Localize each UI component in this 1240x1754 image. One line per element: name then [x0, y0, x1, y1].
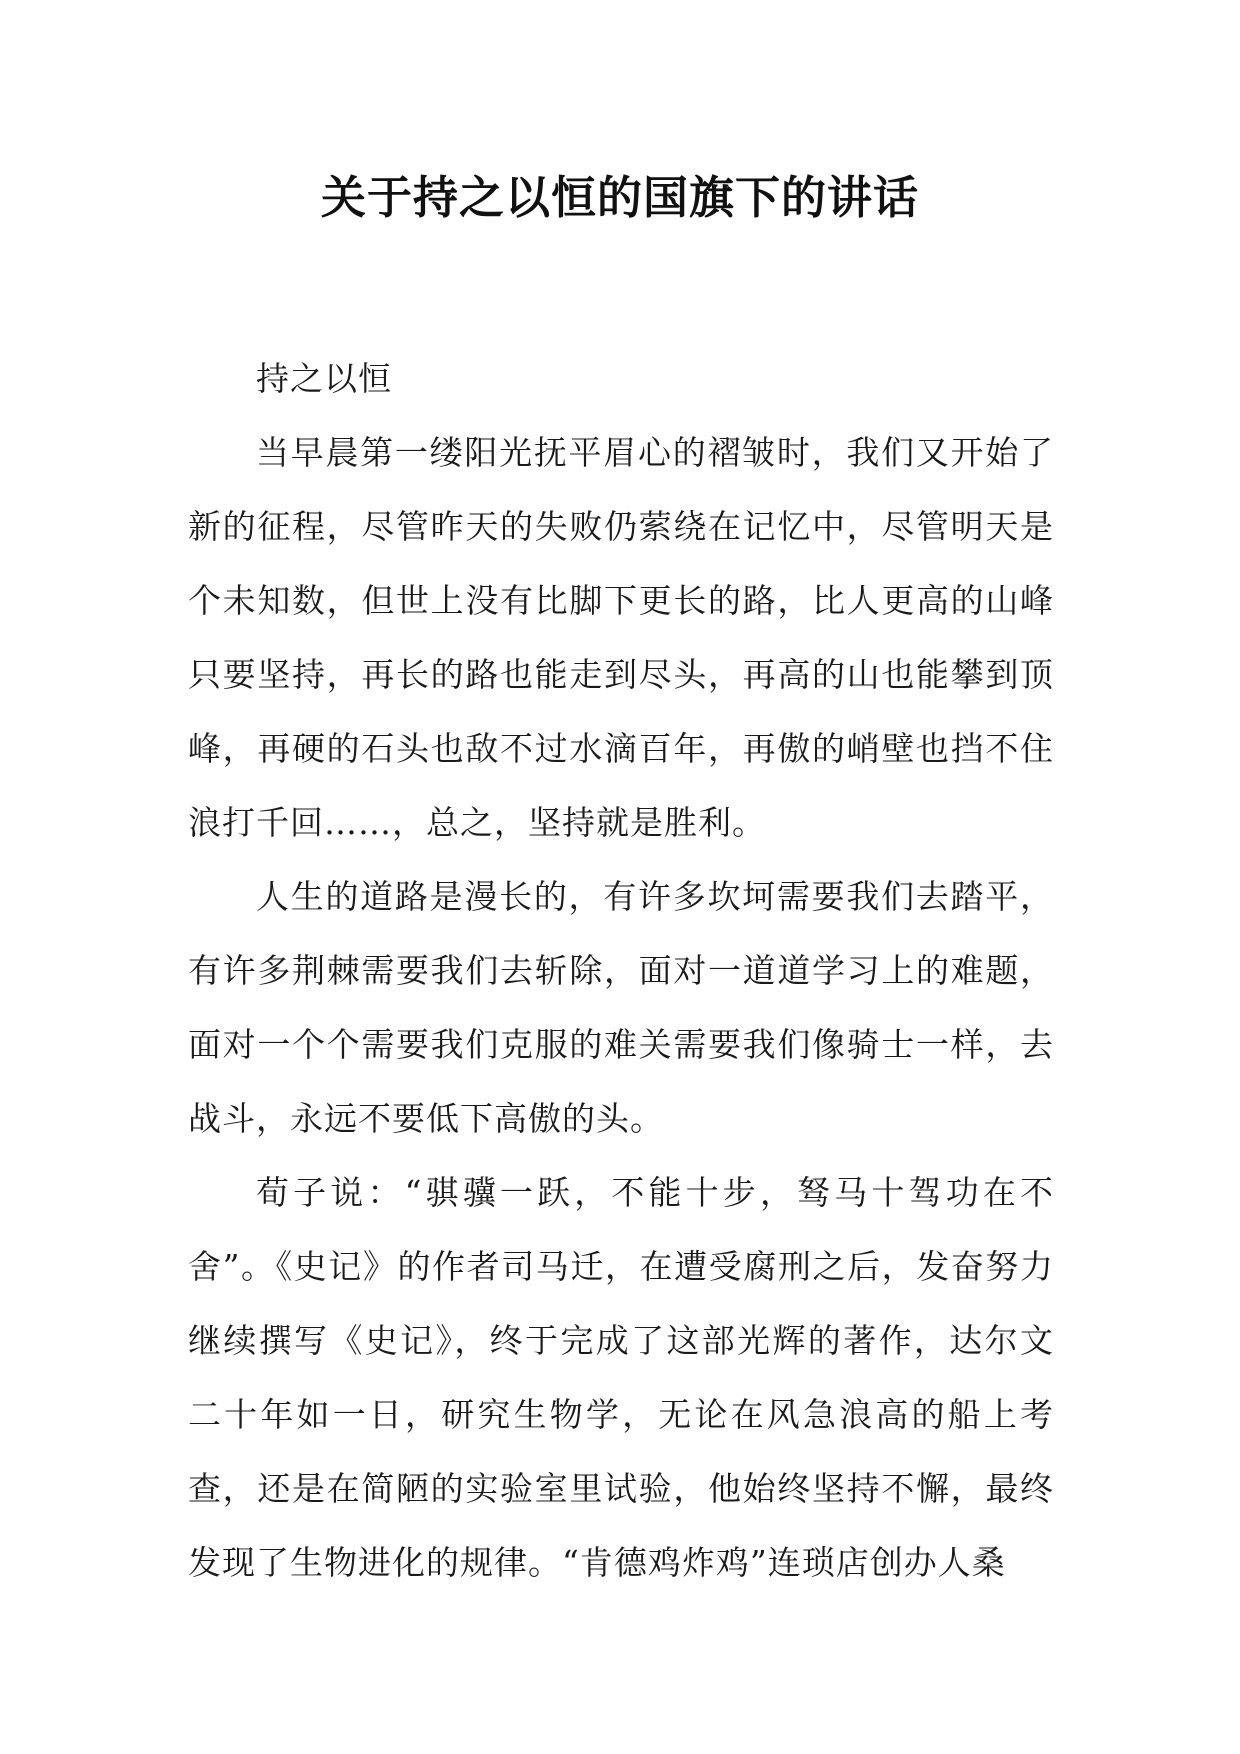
paragraph: 人生的道路是漫长的，有许多坎坷需要我们去踏平，有许多荆棘需要我们去斩除，面对一道道学习上的难题，面对一个个需要我们克服的难关需要我们像骑士一样，去战斗，永远不要低下高傲的头。: [188, 877, 1054, 1138]
document-title: 关于持之以恒的国旗下的讲话: [320, 171, 919, 224]
paragraph: 荀子说：“骐骥一跃，不能十步，驽马十驾功在不舍”。《史记》的作者司马迁，在遭受腐刑之后，发奋努力继续撰写《史记》，终于完成了这部光辉的著作，达尔文二十年如一日，研究生物学，无论在风急浪高的船上考查，还是在简陋的实验室里试验，他始终坚持不懈，最终发现了生物进化的规律。“肯德鸡炸鸡”连琐店创办人桑: [188, 1173, 1054, 1582]
section-heading: 持之以恒: [256, 359, 392, 398]
paragraph: 当早晨第一缕阳光抚平眉心的褶皱时，我们又开始了新的征程，尽管昨天的失败仍萦绕在记忆中，尽管明天是个未知数，但世上没有比脚下更长的路，比人更高的山峰只要坚持，再长的路也能走到尽头，再高的山也能攀到顶峰，再硬的石头也敌不过水滴百年，再傲的峭壁也挡不住浪打千回……，总之，坚持就是胜利。: [188, 433, 1054, 842]
document-body: [188, 342, 1054, 1600]
